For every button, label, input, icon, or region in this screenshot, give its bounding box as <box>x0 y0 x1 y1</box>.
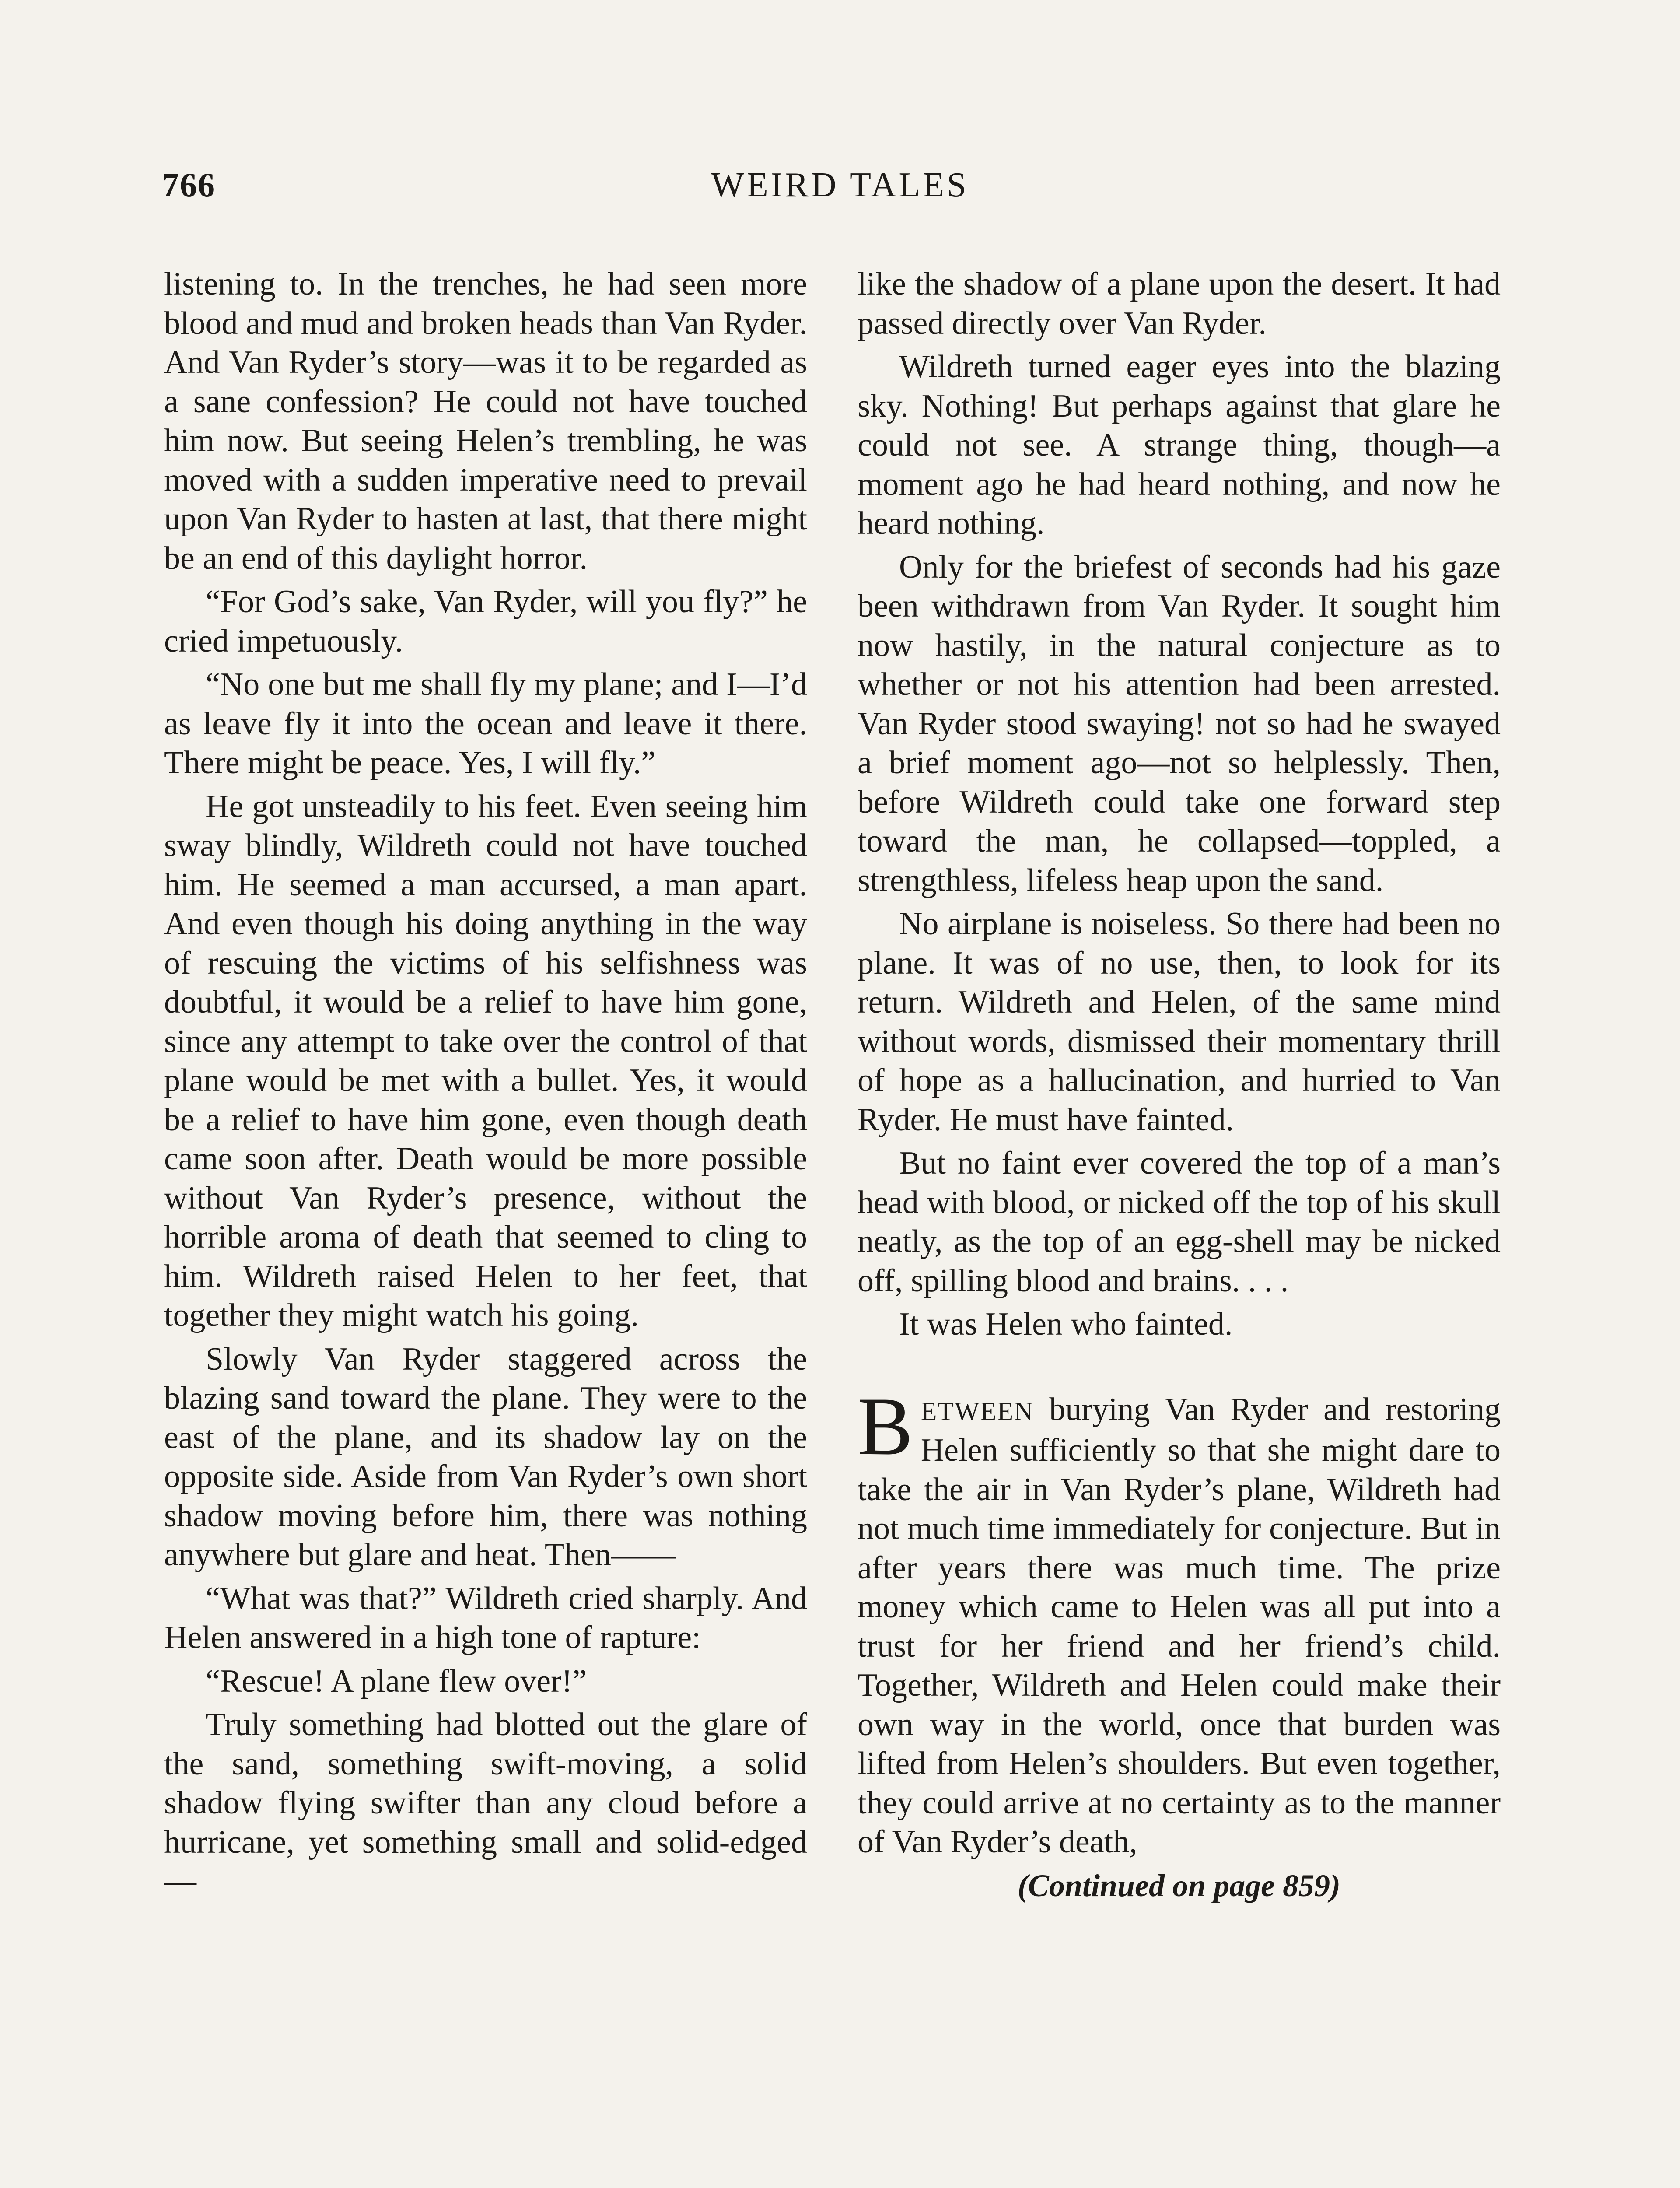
right-column <box>858 265 1501 1910</box>
paragraph: Only for the briefest of seconds had his gaze been withdrawn from Van Ryder. It sought him now hastily, in the natural conjecture as to whether or not his attention had been arrested. Van Ryder stood swaying! not so had he swayed a brief moment ago—not so helplessly. Then, before Wildreth could take one forward step toward the man, he collapsed—toppled, a strengthless, lifeless heap upon the sand. <box>858 549 1501 898</box>
paragraph: But no faint ever covered the top of a man’s head with blood, or nicked off the top of his skull neatly, as the top of an egg-shell may be nicked off, spilling blood and brains. . . . <box>858 1145 1501 1299</box>
section-opening-paragraph <box>858 1380 1501 1862</box>
running-title: WEIRD TALES <box>711 166 969 204</box>
paragraph: “Rescue! A plane flew over!” <box>206 1663 587 1699</box>
small-caps-lead: ETWEEN <box>920 1396 1034 1426</box>
drop-cap: B <box>858 1380 913 1473</box>
section-break <box>858 1349 1501 1390</box>
section-text: burying Van Ryder and restoring Helen sufficiently so that she might dare to take the air in Van Ryder’s plane, Wildreth had not much time immediately for conjecture. But in after years there was much time. The prize money which came to Helen was all put into a trust for her friend and her friend’s child. Together, Wildreth and Helen could make their own way in the world, once that burden was lifted from Helen’s shoulders. But even together, they could arrive at no certainty as to the manner of Van Ryder’s death, <box>858 1391 1501 1860</box>
left-column <box>164 265 807 1906</box>
paragraph: Wildreth turned eager eyes into the blazing sky. Nothing! But perhaps against that glare he could not see. A strange thing, though—a moment ago he had heard nothing, and now he heard nothing. <box>858 349 1501 541</box>
page-header <box>162 165 1518 222</box>
paragraph: “No one but me shall fly my plane; and I—I’d as leave fly it into the ocean and leave it there. There might be peace. Yes, I will fly.” <box>164 666 807 781</box>
paragraph: like the shadow of a plane upon the desert. It had passed directly over Van Ryder. <box>858 266 1501 341</box>
paragraph: “For God’s sake, Van Ryder, will you fly?” he cried impetuously. <box>164 584 807 659</box>
continued-notice: (Continued on page 859) <box>1017 1868 1341 1903</box>
paragraph: Slowly Van Ryder staggered across the blazing sand toward the plane. They were to the east of the plane, and its shadow lay on the opposite side. Aside from Van Ryder’s own short shadow moving before him, there was nothing anywhere but glare and heat. Then—— <box>164 1341 807 1573</box>
paragraph: Truly something had blotted out the glare of the sand, something swift-moving, a solid shadow flying swifter than any cloud before a hurricane, yet something small and solid-edged— <box>164 1707 807 1899</box>
page-number: 766 <box>162 166 216 204</box>
paragraph: listening to. In the trenches, he had seen more blood and mud and broken heads than Van Ryder. And Van Ryder’s story—was it to be regarded as a sane confession? He could not have touched him now. But seeing Helen’s trembling, he was moved with a sudden imperative need to prevail upon Van Ryder to hasten at last, that there might be an end of this daylight horror. <box>164 266 807 576</box>
paragraph: He got unsteadily to his feet. Even seeing him sway blindly, Wildreth could not have touched him. He seemed a man accursed, a man apart. And even though his doing anything in the way of rescuing the victims of his selfishness was doubtful, it would be a relief to have him gone, since any attempt to take over the control of that plane would be met with a bullet. Yes, it would be a relief to have him gone, even though death came soon after. Death would be more possible without Van Ryder’s presence, without the horrible aroma of death that seemed to cling to him. Wildreth raised Helen to her feet, that together they might watch his going. <box>164 788 807 1333</box>
paragraph: It was Helen who fainted. <box>899 1306 1233 1342</box>
paragraph: “What was that?” Wildreth cried sharply. And Helen answered in a high tone of rapture: <box>164 1580 807 1655</box>
paragraph: No airplane is noiseless. So there had been no plane. It was of no use, then, to look for its return. Wildreth and Helen, of the same mind without words, dismissed their momentary thrill of hope as a hallucination, and hurried to Van Ryder. He must have fainted. <box>858 906 1501 1138</box>
